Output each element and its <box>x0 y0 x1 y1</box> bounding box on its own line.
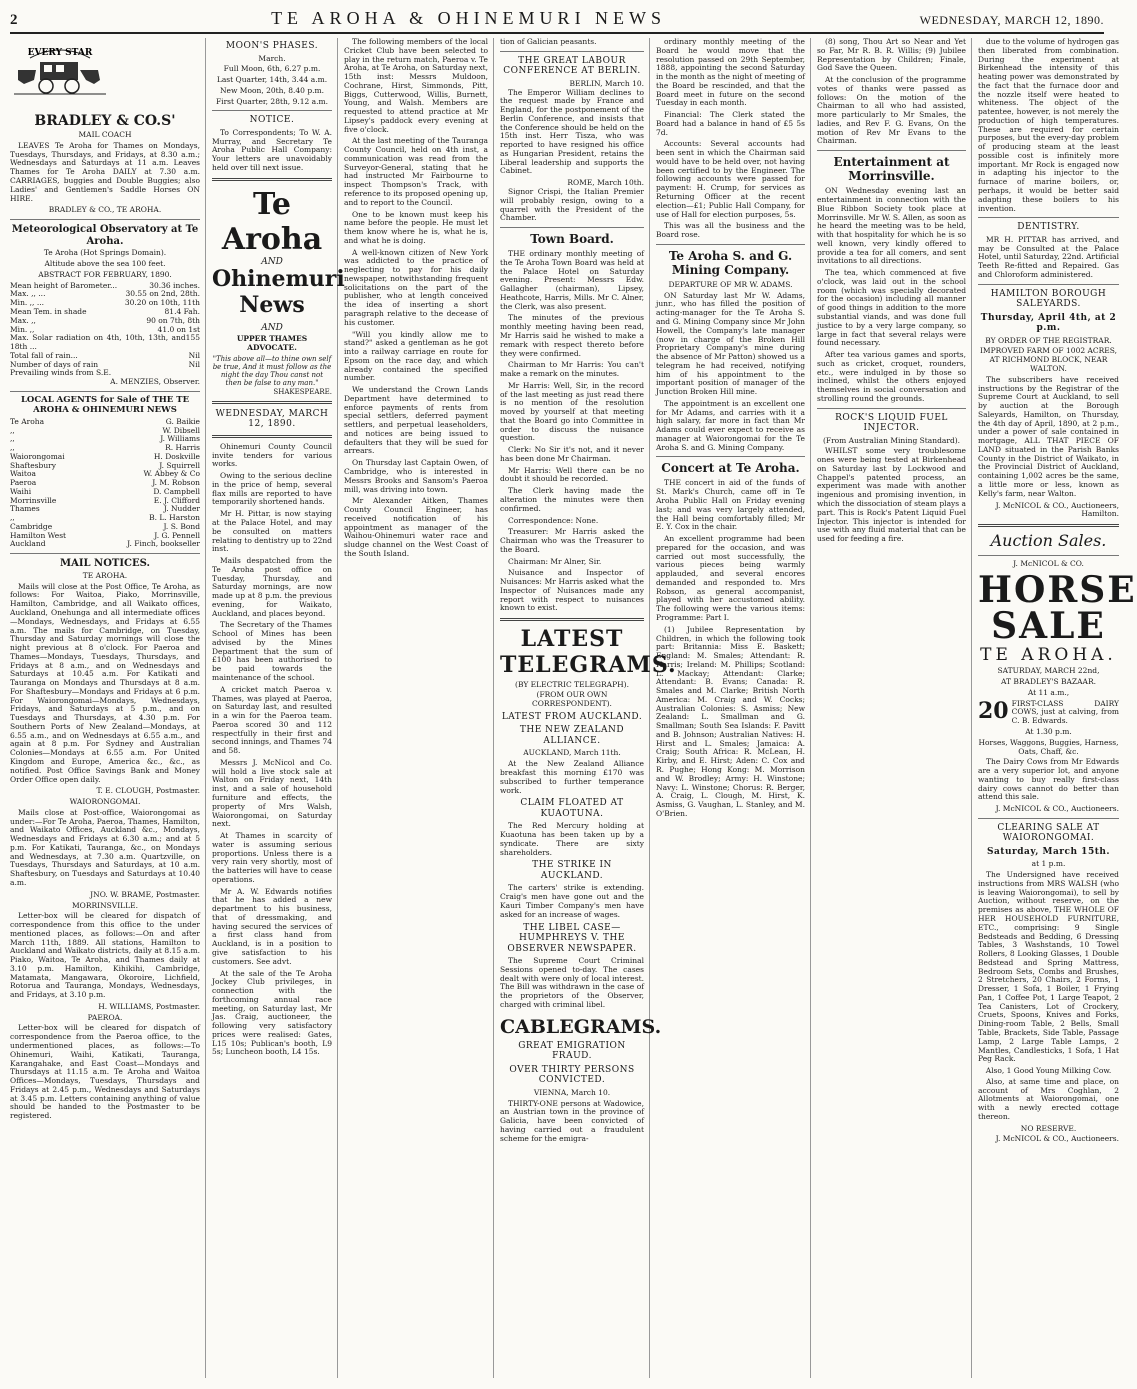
agents-list <box>10 418 200 549</box>
telegrams-sub-2: (FROM OUR OWN CORRESPONDENT). <box>532 690 612 709</box>
bradley-title: BRADLEY & CO.S' <box>34 112 176 129</box>
concert-item: An excellent programme had been prepared for the occasion, and was carried out most successfully, the various pieces being warmly applauded, and several encores demanded and responded to. Mrs Robson, as general accompanist, played with her accustomed ability. The following were the various items: Programme: Part I. <box>656 534 805 622</box>
news-item: On Thursday last Captain Owen, of Cambridge, who is interested in Messrs Brooks and Sansom's Paeroa mill, was driving into town. <box>344 458 488 494</box>
paper-and-2: AND <box>261 322 283 333</box>
concert-item: THE concert in aid of the funds of St. Mark's Church, came off in Te Aroha Public Hall on Friday evening last; and was very largely attended, the Hall being comfortably filled; Mr E. Y. Cox in the chair. <box>656 478 805 532</box>
townboard-item: Mr Harris: Well there can be no doubt it should be recorded. <box>500 465 644 484</box>
editorial-item: A cricket match Paeroa v. Thames, was played at Paeroa, on Saturday last, and resulted in a win for the Paeroa team. Paeroa scored 30 and 112 respectfully in their first and second innings, and Thames 74 and 58. <box>212 684 332 756</box>
table-row: Number of days of rain Nil <box>10 359 200 369</box>
moon-month: March. <box>258 53 286 63</box>
entertainment-item: After tea various games and sports, such as cricket, croquet, rounders, etc., were indulged in by those so inclined, whilst the others enjoyed themselves in social conversation and strolling round the grounds. <box>817 350 966 403</box>
labour-title: THE GREAT LABOUR CONFERENCE AT BERLIN. <box>503 55 641 77</box>
hamilton-order: BY ORDER OF THE REGISTRAR. <box>985 335 1112 345</box>
motto-author: SHAKESPEARE. <box>273 387 332 396</box>
list-item: Morrinsville E. J. Clifford <box>10 495 200 505</box>
list-item: ,, B. L. Harston <box>10 513 200 523</box>
strike-body: The carters' strike is extending. Craig's men have gone out and the Kauri Timber Company's men have asked for an increase of wages. <box>500 883 644 919</box>
auction-firm: J. McNICOL & CO. <box>1013 558 1084 568</box>
townboard-item: Chairman to Mr Harris: You can't make a remark on the minutes. <box>500 360 644 379</box>
claim-title: CLAIM FLOATED AT KUAOTUNA. <box>520 798 624 819</box>
masthead <box>10 8 1104 34</box>
paper-title-1: Te Aroha <box>221 186 323 257</box>
list-item: Thames J. Nudder <box>10 504 200 514</box>
horse-sale-place: TE AROHA. <box>980 644 1117 665</box>
editorial-item: Owing to the serious decline in the price of hemp, several flax mills are reported to have temporarily shortened hands. <box>212 471 332 507</box>
telegrams-sub: (BY ELECTRIC TELEGRAPH). <box>515 679 629 689</box>
mail-coach-logo <box>10 40 110 104</box>
townboard-cont: Financial: The Clerk stated the Board had a balance in hand of £5 5s 7d. <box>656 110 805 137</box>
list-item: Hamilton West J. G. Pennell <box>10 530 200 540</box>
table-row: Max. ,, ... 30.55 on 2nd, 28th. <box>10 289 200 299</box>
notice-title: NOTICE. <box>249 115 295 126</box>
moon-title: MOON'S PHASES. <box>225 41 319 51</box>
alliance-title: THE NEW ZEALAND ALLIANCE. <box>519 725 625 746</box>
townboard-title: Town Board. <box>530 232 614 247</box>
townboard-item: THE ordinary monthly meeting of the Te Aroha Town Board was held at the Palace Hotel on Saturday evening. Present: Messrs Edw. Gallagher (chairman), Lipsey, Heathcote, Harris, Mills. Mr C. Alner, the Clerk, was also present. <box>500 249 644 311</box>
dentistry-body: MR H. PITTAR has arrived, and may be Consulted at the Palace Hotel, until Saturday, 22nd. Artificial Teeth Re-fitted and Repaired. Gas and Chloroform administered. <box>978 234 1119 279</box>
mail-place-3: MORRINSVILLE. <box>72 900 138 910</box>
list-item: Paeroa J. M. Robson <box>10 478 200 488</box>
concert-item: (1) Jubilee Representation by Children, in which the following took part: Britannia: Miss E. Baskett; England: M. Smales; Attendant: R. Harris; Ireland: M. Phillips; Scotland: L. Mackay; Attendant: Clarke; Attendant: B. Evans; Canada: R. Smales and M. Clarke; British North America: M. Craig and W. Cocks; Australian Colonies: S. Asmiss; New Zealand: L. Smallman and G. Smallman; South Sea Islands: F. Pavitt and B. Johnson; Australian Natives: H. Hirst and L. Smales; Jamaica: A. Craig; South Africa: R. McLean, H. Kirby, and E. Hirst; Aden: C. Cox and R. Pughe; Hong Kong: M. Morrison and W. Brodley; Army: H. Winstone; Navy: L. Winstone; Chorus: R. Berger, A. Craig, L. Clough, M. Hirst, K. Asmiss, G. Vaughan, L. Stanley, and M. O'Brien. <box>656 624 805 818</box>
horse-sign: J. McNICOL & CO., Auctioneers. <box>995 804 1119 814</box>
mining-item: The appointment is an excellent one for Mr Adams, and carries with it a high salary, far more in fact than Mr Adams could ever expect to receive as manager at Waiorongomai for the Te Aroha S. and G. Mining Company. <box>656 398 805 452</box>
horse-body: The Dairy Cows from Mr Edwards are a very superior lot, and anyone wanting to buy really first-class dairy cows cannot do better than attend this sale. <box>978 757 1119 802</box>
labour-dateline: BERLIN, March 10. <box>569 78 644 88</box>
met-sub: Te Aroha (Hot Springs Domain). <box>43 248 167 258</box>
page-number: 2 <box>10 12 18 28</box>
news-item: At the last meeting of the Tauranga County Council, held on 4th inst, a communication was read from the Surveyor-General, stating that he had instructed Mr Fairbourne to inspect Thompson's Track, with reference to its proposed opening up, and to report to the Council. <box>344 136 488 207</box>
rome-dateline: ROME, March 10th. <box>567 178 644 188</box>
news-item: "Will you kindly allow me to stand?" asked a gentleman as he got into a railway carriage en route for Epsom on the race day, and which already contained the specified number. <box>344 329 488 383</box>
horse-sale-title: HORSE SALE <box>978 568 1137 647</box>
clearing-body-2: Also, at same time and place, on account of Mrs Coghlan, 2 Allotments at Waiorongomai, one with a newly erected cottage thereon. <box>978 1076 1119 1121</box>
editorial-item: Mr H. Pittar, is now staying at the Palace Hotel, and may be consulted on matters relating to dentistry up to 22nd inst. <box>212 509 332 554</box>
rock-title: ROCK'S LIQUID FUEL INJECTOR. <box>835 412 948 434</box>
libel-title: THE LIBEL CASE—HUMPHREYS V. THE OBSERVER NEWSPAPER. <box>507 922 637 954</box>
telegrams-title: LATEST TELEGRAMS. <box>500 626 677 678</box>
editorial-item: Mr A. W. Edwards notifies that he has added a new department to his business, that of dressmaking, and having secured the services of a first class hand from Auckland, is in a position to give satisfaction to his customers. See advt. <box>212 886 332 966</box>
entertainment-item: The tea, which commenced at five o'clock, was laid out in the school room (which was specially decorated for the occasion) including all manner of good things in addition to the more substantial viands, and was done full justice to by a very large company, so large in fact that several relays were found necessary. <box>817 268 966 348</box>
strike-title: THE STRIKE IN AUCKLAND. <box>532 860 612 881</box>
mail-title: MAIL NOTICES. <box>60 558 150 570</box>
townboard-item: Nuisance and Inspector of Nuisances: Mr Harris asked what the Inspector of Nuisances made any report with respect to nuisances known to exist. <box>500 568 644 613</box>
column-6 <box>817 38 972 1378</box>
mail-body-2: Mails close at Post-office, Waiorongomai as under:—For Te Aroha, Paeroa, Thames, Hamilton, and Waikato Offices, Auckland &c., Mondays, Wednesdays and Fridays at 6.30 a.m.; and at 5 p.m. For Katikati, Tauranga, &c., on Mondays and Wednesdays, at 7.30 a.m. Quartzville, on Tuesdays, Thursdays and Saturdays, at 10 a.m. Shaftesbury, on Tuesdays and Saturdays at 10.40 a.m. <box>10 807 200 887</box>
emigration-body: THIRTY-ONE persons at Wadowice, an Austrian town in the province of Galicia, have been convicted of having carried out a fraudulent scheme for the emigra- <box>500 1098 644 1143</box>
editorial-item: At the sale of the Te Aroha Jockey Club privileges, in connection with the forthcoming annual race meeting, on Saturday last, Mr Jas. Craig, auctioneer, the following very satisfactory prices were realised: Gates, L15 10s; Publican's booth, L9 5s; Luncheon booth, L4 15s. <box>212 968 332 1057</box>
townboard-item: Mr Harris: Well, Sir, in the record of the last meeting as just read there is no mention of the resolution moved by yourself at that meeting that the Board go into Committee in order to discuss the nuisance question. <box>500 380 644 443</box>
final-sign: J. McNICOL & CO., Auctioneers. <box>995 1134 1119 1144</box>
editorial-date: WEDNESDAY, MARCH 12, 1890. <box>215 408 329 430</box>
editorial-item: Ohinemuri County Council invite tenders for various works. <box>212 441 332 469</box>
table-row: Prevailing winds from S.E. <box>10 368 112 378</box>
townboard-item: Clerk: No Sir it's not, and it never has been done Mr Chairman. <box>500 445 644 463</box>
townboard-item: The Clerk having made the alteration the minutes were then confirmed. <box>500 486 644 513</box>
clearing-date: Saturday, March 15th. <box>986 846 1111 857</box>
moon-row: Last Quarter, 14th, 3.44 a.m. <box>216 75 328 85</box>
column-2 <box>212 38 345 1378</box>
table-row: Min. ,, ... 30.20 on 10th, 11th <box>10 298 200 308</box>
labour-body: The Emperor William declines to the request made by France and England, for the postponement of the Berlin Conference, and insists that the Conference should be held on the 15th inst. Herr Tisza, who was reported to have resigned his office as Hungarian President, retains the Liberal leadership and supports the Cabinet. <box>500 87 644 176</box>
mining-title: Te Aroha S. and G. Mining Company. <box>668 248 793 277</box>
townboard-cont: Accounts: Several accounts had been sent in which the Chairman said would have to be held over, not having been certified to by the Engineer. The following accounts were passed for payment: H. Crump, for services as Returning Officer at the recent election—£1; Public Hall Company, for use of Hall for election purposes, 5s. <box>656 139 805 219</box>
horse-item: 20 FIRST-CLASS DAIRY COWS, just at calving, from C. B. Edwards. <box>978 697 1119 726</box>
emigration-title: GREAT EMIGRATION FRAUD. <box>518 1040 626 1062</box>
met-abstract: ABSTRACT FOR FEBRUARY, 1890. <box>38 269 172 279</box>
horse-date: SATURDAY, MARCH 22nd, <box>997 666 1100 676</box>
met-title: Meteorological Observatory at Te Aroha. <box>11 224 199 247</box>
mail-sign-1: T. E. CLOUGH, Postmaster. <box>96 786 200 796</box>
table-row: Max. Solar radiation on 4th, 10th, 13th, and 18th ... 155 <box>10 333 200 352</box>
column-4 <box>500 37 677 1378</box>
townboard-item: The minutes of the previous monthly meeting having been read, Mr Harris said he wished to make a remark with respect thereto before they were confirmed. <box>500 313 644 358</box>
townboard-item: Treasurer: Mr Harris asked the Chairman who was the Treasurer to the Board. <box>500 527 644 554</box>
paper-title-2: Ohinemuri News <box>212 266 345 319</box>
news-item: A well-known citizen of New York was addicted to the practice of neglecting to pay for his daily newspaper, notwithstanding frequent solicitations on the part of the publisher, who at length conceived the idea of inserting a short paragraph relative to the decease of his customer. <box>344 247 488 327</box>
list-item: Shaftesbury J. Squirrell <box>10 460 200 470</box>
mining-item: ON Saturday last Mr W. Adams, junr., who has filled the position of acting-manager for the Te Aroha S. and G. Mining Company since Mr John Howell, the Company's late manager (now in charge of the Broken Hill Proprietary Company's mine during the absence of Mr Patton) showed us a telegram he had received, notifying him of his appointment to the important position of manager of the Junction Broken Hill mine. <box>656 290 805 397</box>
claim-body: The Red Mercury holding at Kuaotuna has been taken up by a syndicate. There are sixty shareholders. <box>500 821 644 857</box>
table-row: Total fall of rain... Nil <box>10 350 200 360</box>
galicia-continued: tion of Galician peasants. <box>500 37 597 46</box>
met-altitude: Altitude above the sea 100 feet. <box>44 259 166 269</box>
concert-cont: At the conclusion of the programme votes of thanks were passed as follows: On the motion of the Chairman to all who had assisted, more particularly to Mr Smales, the ladies, and Rev F. G. Evans, On the motion of Rev Mr Evans to the Chairman. <box>817 75 966 146</box>
logo-text: EVERY STAR <box>27 48 93 58</box>
horse-time: At 11 a.m., <box>1027 687 1070 697</box>
list-item: ,, J. Williams <box>10 434 200 444</box>
rock-sub: (From Australian Mining Standard). <box>822 435 961 445</box>
notice-body: To Correspondents; To W. A. Murray, and Secretary Te Aroha Public Hall Company: Your letters are unavoidably held over till next issue. <box>212 127 332 172</box>
columns <box>10 37 1137 1378</box>
table-row: Mean Tem. in shade 81.4 Fah. <box>10 307 200 316</box>
column-7 <box>978 37 1137 1378</box>
mail-place-4: PAEROA. <box>87 1012 123 1022</box>
column-1 <box>10 38 206 1378</box>
hamilton-title: HAMILTON BOROUGH SALEYARDS. <box>990 288 1107 310</box>
townboard-cont: ordinary monthly meeting of the Board he would move that the resolution passed on 29th September, 1888, appointing the second Saturday in the month as the night of meeting of the Board be rescinded, and that the Board meet in future on the second Tuesday in each month. <box>656 37 805 108</box>
moon-row: First Quarter, 28th, 9.12 a.m. <box>215 96 329 106</box>
clearing-body: The Undersigned have received instructions from MRS WALSH (who is leaving Waiorongomai), to sell by Auction, without reserve, on the premises as above, THE WHOLE OF HER HOUSEHOLD FURNITURE, ETC., comprising: 9 Single Bedsteads and Bedding, 6 Dressing Tables, 3 Washstands, 10 Towel Rollers, 8 Looking Glasses, 1 Double Bedstead and Spring Mattress, Bedroom Sets, Combs and Brushes, 2 Stretchers, 20 Chairs, 2 Forms, 1 Dresser, 1 Sofa, 1 Boiler, 1 Frying Pan, 1 Coffee Pot, 1 Large Teapot, 2 Tea Canisters, Lot of Crockery, Cruets, Spoons, Knives and Forks, Dining-room Table, 2 Bells, Small Table, Brackets, Side Table, Passage Lamp, 2 Large Table Lamps, 2 Mantles, Candlesticks, 1 Sofa, 1 Hat Peg Rack. <box>978 870 1119 1064</box>
hamilton-body: The subscribers have received instructions by the Registrar of the Supreme Court at Auckland, to sell by auction at the Borough Saleyards, Hamilton, on Thursday, the 4th day of April, 1890, at 2 p.m., under a power of sale contained in mortgage, ALL THAT PIECE OF LAND situated in the Parish Banks County in the District of Waikato, in the Provincial District of Auckland, containing 1,002 acres be the same, a little more or less, known as Kelly's farm, near Walton. <box>978 374 1119 498</box>
mail-place-2: WAIORONGOMAI. <box>69 797 141 807</box>
list-item: ,, R. Harris <box>10 443 200 453</box>
hamilton-date: Thursday, April 4th, at 2 p.m. <box>980 312 1117 334</box>
clearing-also: Also, 1 Good Young Milking Cow. <box>985 1066 1112 1076</box>
mail-body-3: Letter-box will be cleared for dispatch of correspondence from this office to the under mentioned places, as follows:—On and after March 11th, 1889. All stations, Hamilton to Auckland and Waikato districts, daily at 8.15 a.m. Piako, Waitoa, Te Aroha, and Thames daily at 3.10 p.m. Hamilton, Kihikihi, Cambridge, Matamata, Mangawara, Okoroire, Lichfield, Rotorua and Tauranga, Mondays, Wednesdays, and Fridays, at 3.10 p.m. <box>10 911 200 1000</box>
column-3 <box>344 38 494 1378</box>
telegrams-from: LATEST FROM AUCKLAND. <box>501 711 643 722</box>
mail-place: TE AROHA. <box>82 570 128 580</box>
horse-place: AT BRADLEY'S BAZAAR. <box>1001 677 1096 687</box>
news-item: One to be known must keep his name before the people. He must let them know where he is, what he is, and what he is doing. <box>344 209 488 245</box>
horse-time-2: At 1.30 p.m. <box>1025 726 1072 736</box>
mail-sign-2: JNO. W. BRAME, Postmaster. <box>90 889 200 899</box>
list-item: ,, W. Dibsell <box>10 425 200 435</box>
list-item: Cambridge J. S. Bond <box>10 521 200 531</box>
alliance-body: At the New Zealand Alliance breakfast this morning £170 was subscribed to further temperance work. <box>500 759 644 795</box>
table-row: Max. ,, 90 on 7th, 8th <box>10 315 200 325</box>
paper-and: AND <box>261 256 283 267</box>
rock-body: WHILST some very troublesome ones were being tested at Birkenhead on Saturday last by Lockwood and Chappel's patented process, an experiment was made with another ingenious and promising invention, in which the dissociation of steam plays a part. This is Rock's Patent Liquid Fuel Injector. This injector is intended for use with any fluid material that can be used for feeding a fire. <box>817 446 966 544</box>
bradley-sub: MAIL COACH <box>78 130 132 140</box>
entertainment-item: ON Wednesday evening last an entertainment in connection with the Blue Ribbon Society took place at Morrinsville. Mr W. S. Allen, as soon as he heard the meeting was to be held, with that hospitality for which he is so well known, very kindly offered to provide a tea for all comers, and sent invitations to all directions. <box>817 186 966 266</box>
editorial-item: At Thames in scarcity of water is assuming serious proportions. Unless there is a very rain very shortly, most of the batteries will have to cease operations. <box>212 831 332 884</box>
concert-cont: (8) song, Thou Art so Near and Yet so Far, Mr R. B. R. Willis; (9) Jubilee Representation by Children; Finale, God Save the Queen. <box>817 37 966 73</box>
editorial-item: The Secretary of the Thames School of Mines has been advised by the Mines Department that the sum of £100 has been authorised to be paid towards the maintenance of the school. <box>212 620 332 683</box>
editorial-item: Messrs J. McNicol and Co. will hold a live stock sale at Walton on Friday next, 14th inst, and a sale of household furniture and effects, the property of Mrs Walsh, Waiorongomai, on Saturday next. <box>212 757 332 829</box>
mail-sign-3: H. WILLIAMS, Postmaster. <box>98 1001 200 1011</box>
hamilton-sign: J. McNICOL & CO., Auctioneers, Hamilton. <box>995 500 1119 519</box>
motto: "This above all—to thine own self be true, And it must follow as the night the day Thou canst not then be false to any man." <box>212 354 332 388</box>
no-reserve: NO RESERVE. <box>1020 1123 1077 1133</box>
list-item: Waitoa W. Abbey & Co <box>10 469 200 479</box>
list-item: Waiorongomai H. Doskville <box>10 451 200 461</box>
dentistry-title: DENTISTRY. <box>1017 222 1080 233</box>
bradley-sign: BRADLEY & CO., TE AROHA. <box>48 205 162 215</box>
bradley-body: LEAVES Te Aroha for Thames on Mondays, Tuesdays, Thursdays, and Fridays, at 8.30 a.m.; Wednesdays and Saturdays at 11 a.m. Leaves Thames for Te Aroha DAILY at 7.30 a.m. CARRIAGES, buggies and Double Buggies; also Ladies' and Gentlemen's Saddle Horses ON HIRE. <box>10 140 200 203</box>
libel-body: The Supreme Court Criminal Sessions opened to-day. The cases dealt with were only of local interest. The Bill was withdrawn in the case of the proprietors of the Observer, charged with criminal libel. <box>500 956 644 1009</box>
auction-title: Auction Sales. <box>990 531 1107 551</box>
news-item: The following members of the local Cricket Club have been selected to play in the return match, Paeroa v. Te Aroha, at Te Aroha, on Saturday next, 15th inst: Messrs Muldoon, Cochrane, Hirst, Simmonds, Pitt, Biggs, Cutterwood, Willis, Burnett, Young, and Walsh. Members are requested to attend practice at Mr Lipsey's paddock every evening at five o'clock. <box>344 37 488 134</box>
met-sign: A. MENZIES, Observer. <box>110 377 200 387</box>
alliance-dateline: AUCKLAND, March 11th. <box>523 748 621 758</box>
cablegrams-title: CABLEGRAMS. <box>500 1015 662 1038</box>
moon-row: New Moon, 20th, 8.40 p.m. <box>219 85 325 95</box>
townboard-item: Chairman: Mr Alner, Sir. <box>508 556 602 566</box>
moon-row: Full Moon, 6th, 6.27 p.m. <box>223 64 321 74</box>
agents-title: LOCAL AGENTS for Sale of THE TE AROHA & OHINEMURI NEWS <box>20 394 190 415</box>
mining-sub: DEPARTURE OF MR W. ADAMS. <box>668 279 793 289</box>
met-table <box>10 282 200 378</box>
townboard-item: Correspondence: None. <box>508 515 599 525</box>
issue-date: WEDNESDAY, MARCH 12, 1890. <box>919 13 1104 27</box>
editorial-item: Mails despatched from the Te Aroha post office on Tuesday, Thursday, and Saturday mornings, are now made up at 8 p.m. the previous evening, for Waikato, Auckland, and places beyond. <box>212 556 332 618</box>
horse-item-2: Horses, Waggons, Buggies, Harness, Oats, Chaff, &c. <box>978 737 1119 756</box>
newspaper-title: TE AROHA & OHINEMURI NEWS <box>271 8 667 28</box>
rock-cont: due to the volume of hydrogen gas then liberated from combination. During the experiment at Birkenhead the intensity of this heating power was demonstrated by the fact that the furnace door and the nozzle itself were heated to whiteness. The object of the patentee, however, is not merely the production of high temperatures. These are required for certain purposes, but the every-day problem of producing steam at the least possible cost is infinitely more important. Mr Rock is engaged now in adapting his injector to the furnace of marine boilers, or, perhaps, it would be better said adapting these boilers to his invention. <box>978 37 1119 213</box>
concert-title: Concert at Te Aroha. <box>661 461 800 476</box>
paper-advocate: UPPER THAMES ADVOCATE. <box>236 334 308 353</box>
emigration-sub: OVER THIRTY PERSONS CONVICTED. <box>509 1064 635 1086</box>
clearing-time: at 1 p.m. <box>1031 859 1066 869</box>
rome-body: Signor Crispi, the Italian Premier will probably resign, owing to a quarrel with the President of the Chamber. <box>500 186 644 223</box>
mail-body-4: Letter-box will be cleared for dispatch of correspondence from the Paeroa office, to the undermentioned places, as follows:—To Ohinemuri, Waihi, Katikati, Tauranga, Karangahake, and East Coast—Mondays and Thursdays at 11.15 a.m. Te Aroha and Waitoa Offices—Mondays, Tuesdays, Thursdays and Fridays at 2.45 p.m., Wednesdays and Saturdays at 3.45 p.m. Letters containing anything of value should be handed to the Postmaster to be registered. <box>10 1023 200 1121</box>
hamilton-farm: IMPROVED FARM OF 1002 ACRES, AT RICHMOND BLOCK, NEAR WALTON. <box>979 346 1118 374</box>
news-item: Mr Alexander Aitken, Thames County Council Engineer, has received notification of his appointment as manager of the Waihou-Ohinemuri water race and sludge channel on the West Coast of the South Island. <box>344 496 488 558</box>
emigration-dateline: VIENNA, March 10. <box>533 1087 611 1097</box>
table-row: Min. ,, 41.0 on 1st <box>10 324 200 334</box>
townboard-cont: This was all the business and the Board rose. <box>656 221 805 240</box>
column-5 <box>656 38 811 1378</box>
list-item: Auckland J. Finch, bookseller <box>10 539 200 549</box>
list-item: Te Aroha G. Baikie <box>10 416 200 426</box>
mail-body: Mails will close at the Post Office, Te Aroha, as follows: For Waitoa, Piako, Morrinsville, Hamilton, Cambridge, and all Waikato offices, Auckland, Onehunga and all intermediate offices—Mondays, Wednesdays, and Fridays at 6.55 a.m. The mails for Cambridge, on Tuesday, Thursday and Saturday mornings will close the night previous at 8 o'clock. For Paeroa and Thames—Mondays, Tuesdays, Thursdays, and Fridays at 8 a.m., and on Wednesdays and Saturdays at 10.45 a.m. For Katikati and Tauranga on Mondays and Thursdays at 8 a.m. For Shaftesbury—Mondays and Fridays at 6 p.m. For Waiorongomai—Mondays, Wednesdays, Fridays, and Saturdays at 5 p.m., and on Tuesdays and Thursdays, at 4.30 p.m. For Southern Ports of New Zealand—Mondays, at 6.55 a.m., and on Wednesdays at 6.55 a.m., and again at 8 p.m. For Sydney and Australian Colonies—Mondays at 6.55 a.m. For United Kingdom and Europe, America &c., &c., as notified. Post Office Savings Bank and Money Order Office open daily. <box>10 581 200 784</box>
clearing-title: CLEARING SALE AT WAIORONGOMAI. <box>997 822 1100 844</box>
entertainment-title: Entertainment at Morrinsville. <box>833 155 950 184</box>
news-item: We understand the Crown Lands Department have determined to enforce payments of rents from special settlers, deferred payment settlers, and perpetual leaseholders, and notices are being issued to defaulters that they will be sued for arrears. <box>344 385 488 456</box>
list-item: Waihi D. Campbell <box>10 486 200 496</box>
table-row: Mean height of Barometer... 30.36 inches. <box>10 280 200 290</box>
